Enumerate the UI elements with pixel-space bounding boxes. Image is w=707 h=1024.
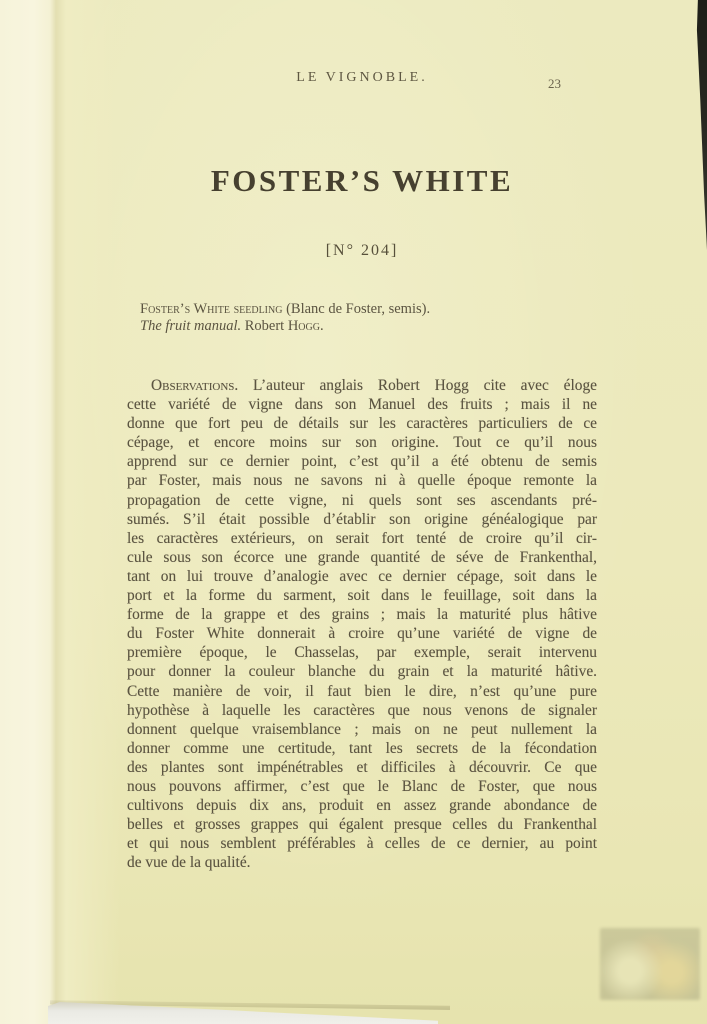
body-line: cule sous son écorce une grande quantité de séve de Frankenthal,: [127, 548, 597, 566]
body-line: par Foster, mais nous ne savons ni à quelle époque remonte la: [127, 472, 597, 490]
first-line-text: L’auteur anglais Robert Hogg cite avec éloge: [238, 377, 597, 394]
body-first-line: [127, 376, 597, 395]
running-header: LE VIGNOBLE.: [296, 70, 428, 85]
body-line: forme de la grappe et des grains ; mais la maturité plus hâtive: [127, 606, 597, 624]
observations-label: Observations.: [151, 377, 239, 394]
body-line: cette variété de vigne dans son Manuel des fruits ; mais il ne: [127, 396, 597, 414]
body-line: et qui nous semblent préférables à celles de ce dernier, au point: [127, 835, 597, 853]
source-author-last: Hogg.: [287, 318, 324, 334]
body-line: apprend sur ce dernier point, c’est qu’il a été obtenu de semis: [127, 453, 597, 471]
body-line: Cette manière de voir, il faut bien le dire, n’est qu’une pure: [127, 682, 597, 700]
body-line: sumés. S’il était possible d’établir son origine généalogique par: [127, 510, 597, 528]
reference-line-synonym: [140, 301, 600, 318]
body-line: de vue de la qualité.: [127, 854, 251, 872]
variety-synonym: (Blanc de Foster, semis).: [282, 301, 431, 317]
body-line: des plantes sont impénétrables et difficiles à découvrir. Ce que: [127, 758, 597, 776]
body-line: donner comme une certitude, tant les secrets de la fécondation: [127, 739, 597, 757]
body-line: première époque, le Chasselas, par exemple, serait intervenu: [127, 644, 597, 662]
body-line: hypothèse à laquelle les caractères que nous venons de signaler: [127, 701, 597, 719]
body-line: cépage, et encore moins sur son origine. Tout ce qu’il nous: [127, 434, 597, 452]
body-line: belles et grosses grappes qui égalent presque celles du Frankenthal: [127, 816, 597, 834]
body-line: nous pouvons affirmer, c’est que le Blanc de Foster, que nous: [127, 777, 597, 795]
body-line: du Foster White donnerait à croire qu’une variété de vigne de: [127, 625, 597, 643]
chapter-title: FOSTER’S WHITE: [210, 163, 514, 198]
body-line: port et la forme du sarment, soit dans le feuillage, soit dans la: [127, 587, 597, 605]
body-line: tant on lui trouve d’analogie avec ce dernier cépage, soit dans le: [127, 567, 597, 585]
body-line: donne que fort peu de détails sur les caractères particuliers de ce: [127, 415, 597, 433]
page-fold-edge: [0, 0, 120, 1024]
body-lines: [127, 395, 597, 872]
body-paragraph: [127, 376, 597, 872]
body-line: cultivons depuis dix ans, produit en assez grande abondance de: [127, 797, 597, 815]
body-line: propagation de cette vigne, ni quels sont ses ascendants pré-: [127, 491, 597, 509]
source-author-first: Robert: [241, 318, 288, 334]
entry-number: [N° 204]: [325, 242, 399, 259]
reference-block: [140, 301, 600, 335]
body-line: pour donner la couleur blanche du grain et la maturité hâtive.: [127, 663, 597, 681]
body-line: donnent quelque vraisemblance ; mais on ne peut nullement la: [127, 720, 597, 738]
reference-line-source: [140, 318, 600, 335]
page-number: 23: [548, 76, 561, 91]
body-line: les caractères extérieurs, on serait fort tenté de croire qu’il cir-: [127, 529, 597, 547]
watermark-fruit-photo: [600, 928, 700, 1000]
variety-name: Foster’s White seedling: [140, 301, 283, 317]
source-title: The fruit manual.: [140, 318, 242, 334]
